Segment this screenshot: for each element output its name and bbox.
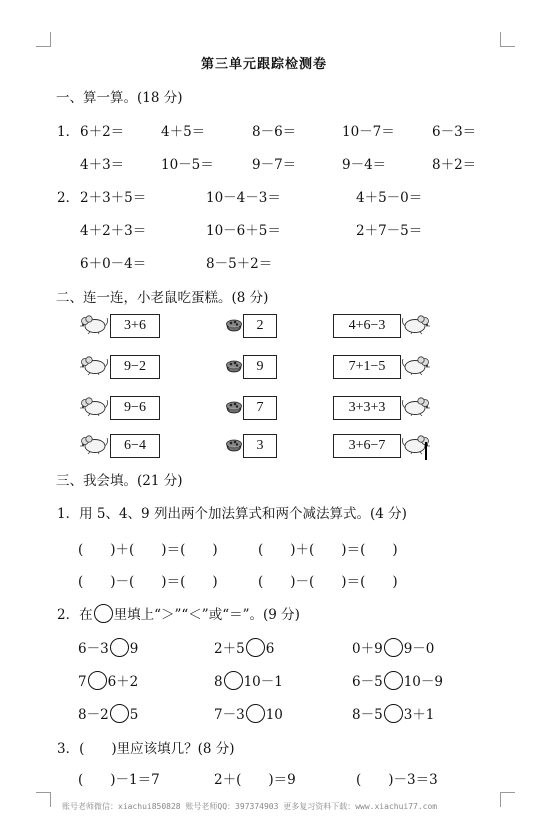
right-expression-box[interactable]: 3+6−7 [333,434,401,458]
equation: 6－3＝ [432,124,477,140]
equation: 10－6＋5＝ [206,223,281,239]
fill-subtraction-2[interactable]: ( )－( )＝( ) [258,574,398,590]
compare-item: 2＋5 6 [214,637,274,657]
section2-heading: 二、连一连，小老鼠吃蛋糕。(8 分) [56,290,269,306]
q3-2-prefix: 2．在 [57,607,93,623]
cake-number-box[interactable]: 9 [243,355,277,379]
crop-mark-bottom-right [500,792,515,807]
left-expression-box[interactable]: 3+6 [110,314,160,338]
section3-heading: 三、我会填。(21 分) [56,473,183,489]
cake-number-box[interactable]: 3 [243,434,277,458]
q2-label: 2． [57,190,80,206]
cake-icon [225,316,243,333]
q3-2-text [57,603,300,623]
compare-circle[interactable] [384,704,403,723]
compare-circle[interactable] [110,704,129,723]
left-expression-box[interactable]: 6−4 [110,434,160,458]
q3-3-text: 3．( )里应该填几？(8 分) [57,741,235,757]
equation: 6＋2＝ [80,124,125,140]
footer-watermark: 账号老师微信：xiachui850828 账号老师QQ：397374903 更多复习资料下载：www.xiachui77.com [62,802,438,811]
equation: 4＋3＝ [80,157,125,173]
page-title: 第三单元跟踪检测卷 [201,57,328,72]
right-expression-box[interactable]: 3+3+3 [333,396,401,420]
equation: 2＋7－5＝ [356,223,423,239]
cake-icon [225,436,243,453]
section1-heading: 一、算一算。(18 分) [56,90,183,106]
compare-item: 8－2 5 [78,703,138,723]
equation: 4＋5＝ [161,124,206,140]
compare-circle[interactable] [246,704,265,723]
cake-number-box[interactable]: 2 [243,314,277,338]
fill-addition-2[interactable]: ( )＋( )＝( ) [258,542,398,558]
equation: 4＋2＋3＝ [80,223,147,239]
q3-1-text: 1．用 5、4、9 列出两个加法算式和两个减法算式。(4 分) [57,506,407,522]
crop-mark-bottom-left [36,792,51,807]
compare-item: 6－5 10－9 [352,670,443,690]
crop-mark-top-left [36,32,51,47]
mouse-icon [78,314,110,336]
q1-label: 1． [57,124,80,140]
left-expression-box[interactable]: 9−6 [110,396,160,420]
q3-2-suffix: 里填上“＞”“＜”或“＝”。(9 分) [113,607,300,623]
equation: 9－4＝ [342,157,387,173]
fill-blank-equation[interactable]: 2＋( )＝9 [214,772,296,788]
compare-item: 8 10－1 [214,670,283,690]
compare-circle[interactable] [224,671,243,690]
compare-circle[interactable] [384,638,403,657]
text-cursor [425,442,427,460]
equation: 10－7＝ [342,124,395,140]
compare-item: 6－3 9 [78,637,138,657]
mouse-icon [400,355,432,377]
mouse-icon [400,314,432,336]
compare-item: 7－3 10 [214,703,283,723]
equation: 2＋3＋5＝ [80,190,147,206]
compare-circle[interactable] [384,671,403,690]
mouse-icon [400,434,432,456]
mouse-icon [78,396,110,418]
equation: 10－5＝ [161,157,214,173]
right-expression-box[interactable]: 4+6−3 [333,314,401,338]
cake-icon [225,398,243,415]
fill-blank-equation[interactable]: ( )－1＝7 [78,772,160,788]
equation: 6＋0－4＝ [80,256,147,272]
mouse-icon [78,434,110,456]
equation: 8＋2＝ [432,157,477,173]
equation: 10－4－3＝ [206,190,281,206]
compare-item: 8－5 3＋1 [352,703,434,723]
fill-addition-1[interactable]: ( )＋( )＝( ) [78,542,218,558]
circle-icon [94,604,113,623]
fill-blank-equation[interactable]: ( )－3＝3 [356,772,438,788]
compare-item: 7 6＋2 [78,670,138,690]
equation: 4＋5－0＝ [356,190,423,206]
fill-subtraction-1[interactable]: ( )－( )＝( ) [78,574,218,590]
compare-circle[interactable] [88,671,107,690]
compare-circle[interactable] [246,638,265,657]
equation: 8－5＋2＝ [206,256,273,272]
crop-mark-top-right [500,32,515,47]
cake-icon [225,357,243,374]
mouse-icon [400,396,432,418]
equation: 8－6＝ [252,124,297,140]
mouse-icon [78,355,110,377]
compare-item: 0＋9 9－0 [352,637,434,657]
right-expression-box[interactable]: 7+1−5 [333,355,401,379]
compare-circle[interactable] [110,638,129,657]
cake-number-box[interactable]: 7 [243,396,277,420]
left-expression-box[interactable]: 9−2 [110,355,160,379]
equation: 9－7＝ [252,157,297,173]
